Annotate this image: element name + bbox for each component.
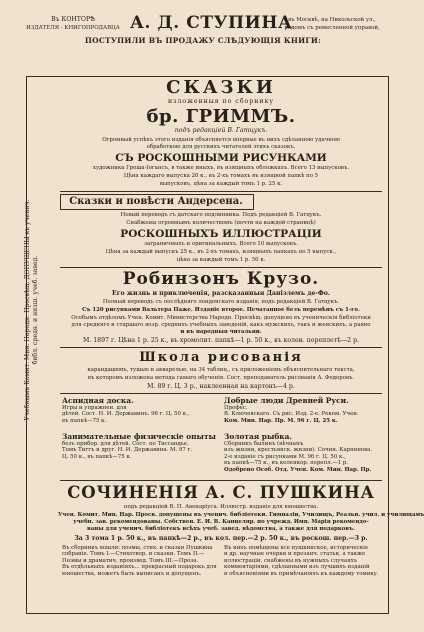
sec2-line3: заграничныхъ и оригинальныхъ. Всего 10 выпусковъ. bbox=[144, 241, 298, 247]
sec5-left-l2: дѣтей. Сост. Н. И. Державинъ. 96 г. Ц. 50 к., bbox=[62, 411, 190, 418]
content bbox=[58, 76, 424, 610]
sec3-price: М. 1897 г. Цѣна 1 р. 25 к., въ хромолит. папкѣ—1 р. 50 к., въ колен. переплетѣ—2 р. bbox=[82, 337, 360, 344]
sec7-sub: подъ редакціей В. П. Авенаріуса. Иллюстр. изданіе для юношества. bbox=[123, 504, 319, 510]
publisher-name: А. Д. СТУПИНА bbox=[130, 13, 293, 33]
sec7-left-l5: юношества, можетъ быть выписанъ и допущенъ. bbox=[62, 570, 202, 577]
sec5-left-l1: Игры и упражнен. для bbox=[62, 405, 127, 411]
sec3-line3: Особымъ отдѣломъ Учен. Комит. Министерства Народн. Просвѣщ. допущено въ ученическія библіотеки bbox=[71, 315, 371, 321]
sec7-left-l4: Въ отдѣльныхъ изданіяхъ... прекрасный подарокъ для bbox=[62, 564, 217, 571]
sec6-right-l1: Сборникъ былинъ (вѣчныхъ bbox=[224, 441, 304, 447]
sec7-right-l5: и объясненіями въ примѣчаніяхъ къ каждому томику. bbox=[224, 570, 379, 577]
header-right-bottom: рядомъ съ ремесленной управой, bbox=[284, 25, 380, 31]
advertisement-page bbox=[18, 13, 424, 618]
divider bbox=[60, 393, 382, 394]
sec1-desc1: Огромный успѣхъ этого изданія объясняется впервые въ нихъ сдѣланною удачною bbox=[102, 137, 340, 143]
sec6-left bbox=[62, 432, 218, 460]
sec1-pics: СЪ РОСКОШНЫМИ РИСУНКАМИ bbox=[115, 152, 327, 164]
sec6-right-title: Золотая рыбка. bbox=[224, 432, 293, 441]
sec6-left-l2: Томъ Тиггъ и друг. Н. И. Державина. М. 97 г. bbox=[62, 447, 193, 454]
sec7-right-l4: комментаріями, сдѣланными изъ лучшихъ изданій bbox=[224, 564, 370, 571]
sec1-price2: выпусковъ, цѣна за каждый томъ 1 р. 25 к. bbox=[159, 181, 283, 187]
sec7-left bbox=[62, 545, 218, 577]
sec6-left-l1: безъ прибор. для дѣтей. Сост. по Тиссандье, bbox=[62, 441, 189, 447]
sec1-sub: изложенныя по сборнику bbox=[168, 98, 274, 105]
divider bbox=[60, 347, 382, 348]
sec3-line5: и въ народныя читальни. bbox=[180, 329, 262, 335]
sec7-left-l2: собраніе. Томъ I.—Стихотвор. и сказки. Томъ II.— bbox=[62, 551, 205, 558]
sec7-line3: ваны для ученич. библіотекъ всѣхъ учеб. завед. вѣдомства, а также для подарковъ. bbox=[87, 526, 355, 532]
sec7-right-l3: иллюстраціи, снабжены въ нужныхъ случаяхъ bbox=[224, 557, 358, 564]
header-right-top: въ Москвѣ, на Никольской ул., bbox=[288, 17, 376, 23]
sec1-artist: художника Гроша-Іогансъ, в также иныхъ, въ изящныхъ обложкахъ. Всего 13 выпусковъ. bbox=[92, 165, 350, 171]
sec6-right-l4: въ папкѣ—75 к., въ коленкор. перепл.—1 р. bbox=[224, 460, 349, 467]
sec1-editor: подъ редакціей В. Гатцукъ. bbox=[174, 127, 268, 134]
divider bbox=[60, 267, 382, 268]
sec2-line2: Снабжены огромнымъ количествомъ (почти на каждой страницѣ) bbox=[126, 220, 316, 226]
sec3-line4: для средняго и старшаго возр. среднихъ учебныхъ заведеній, какъ мужскихъ, такъ и женскихъ, а равно bbox=[71, 322, 371, 328]
sec4-line1: карандашемъ, тушью и акварелью, на 34 таблиц., съ приложеніемъ объяснительнаго текста, bbox=[87, 367, 355, 373]
sec7-line1: Учен. Комит. Мин. Нар. Просв. допущены въ ученич. библіотеки. Гимназіи, Училищъ, Реальн. учил. и училищамъ bbox=[58, 512, 424, 518]
sec4-price: М. 89 г. Ц. 3 р., наклеенная на картонъ—4 р. bbox=[147, 383, 295, 390]
sec4-title: Школа рисованія bbox=[139, 350, 303, 365]
sec6-left-l3: Ц. 50 к., въ папкѣ—75 к. bbox=[62, 453, 132, 460]
sec5-left-title: Аспидная доска. bbox=[62, 396, 134, 405]
sec6-right-l5: Одобрено Особ. Отд. Учен. Ком. Мин. Нар. Пр. bbox=[224, 466, 372, 473]
sec4-line2: въ которомъ изложена метода самаго обученія. Сост. преподаватель рисованія А. Федоровъ. bbox=[87, 375, 355, 381]
sec7-left-l1: Въ сборникъ вошли: поэмы, стих. и сказки Пушкина bbox=[62, 545, 213, 551]
header bbox=[18, 14, 388, 74]
sec6-right-l2: изъ жизни, крестьянск. жизни). Сочин. Карпинова. bbox=[224, 447, 373, 454]
sec2-line1: Новый переводъ съ датскаго подлинника. Подъ редакціей В. Гатцукъ. bbox=[120, 212, 322, 218]
sec2-pics: РОСКОШНЫХЪ ИЛЛЮСТРАЦІИ bbox=[120, 228, 322, 240]
sec1-price1: Цѣна каждаго выпуска 20 к., въ 2-хъ томахъ въ изящной папкѣ по 5 bbox=[123, 173, 319, 179]
sec1-desc2: обработкою для русскихъ читателей этихъ сказокъ. bbox=[146, 144, 296, 150]
sec6-left-title: Занимательные физическіе опыты bbox=[62, 432, 216, 441]
sec7-title: СОЧИНЕНІЯ А. С. ПУШКИНА bbox=[67, 483, 375, 502]
sec5-right-l1: Профес. bbox=[224, 405, 248, 411]
sec1-title: СКАЗКИ bbox=[166, 77, 276, 98]
sec7-price: За 3 тома 1 р. 50 к., въ папкѣ—2 р., въ кол. пер.—2 р. 50 к., въ роскош. пер.—3 р. bbox=[74, 535, 368, 542]
sec3-title: Робинзонъ Крузо. bbox=[122, 269, 320, 289]
sec5-right-l3: Ком. Мин. Нар. Пр. М. 96 г. Ц. 25 к. bbox=[224, 417, 338, 424]
sec2-price1: Цѣна за каждый выпускъ 25 к., въ 2-хъ томахъ, изящныхъ папкахъ по 5 выпуск., bbox=[105, 249, 337, 255]
side-note-line1: Учебнымъ Комит. Мин. Народн. Просвѣщ. ДОПУЩЕНЫ въ ученич. bbox=[24, 199, 31, 421]
sec7-right bbox=[224, 545, 380, 577]
sec5-right bbox=[224, 396, 380, 424]
sec1-author: бр. ГРИММЪ. bbox=[146, 106, 296, 127]
side-note-line2: библ. средн. и низш. учеб. завед. bbox=[31, 255, 39, 365]
sec5-left bbox=[62, 396, 218, 424]
sec7-right-l1: Въ нихъ помѣщены все пушкинское, историческіе bbox=[224, 545, 369, 551]
sec7-right-l2: и др. научные очерки и прозаич. статьи, а также bbox=[224, 551, 366, 558]
sec7-line2: учебн. зав. рекомендованы. Собствен. Е. И. В. Канцеляр. по учрежд. Имп. Марія рекомендо- bbox=[73, 519, 369, 525]
sec5-right-l2: В. Ключевскаго. Съ рис. Изд. 2-е. Реком. Учен. bbox=[224, 411, 359, 418]
sec7-left-l3: Поэмы и драматич. произвед. Томъ III.—Проза. bbox=[62, 557, 199, 564]
sec5-right-title: Добрые люди Древней Руси. bbox=[224, 396, 349, 405]
sec3-line2: Съ 120 рисунками Вальтера Паже. Изданіе второе. Печатанное безъ перемѣнъ съ 1-го. bbox=[82, 307, 360, 313]
header-left-bottom: ИЗДАТЕЛЯ - КНИГОПРОДАВЦА bbox=[26, 25, 120, 31]
side-note bbox=[24, 90, 54, 530]
divider bbox=[60, 480, 382, 481]
sec6-right-l3: 2-е изданіе съ рисунками М. 96 г. Ц. 50 к., bbox=[224, 453, 346, 460]
sec3-sub: Его жизнь и приключенія, разсказанныя Даніэлемъ де-Фо. bbox=[111, 290, 331, 297]
sec2-price2: цѣна за каждый томъ 1 р. 50 к. bbox=[176, 257, 266, 263]
sec2-title: Сказки и повѣсти Андерсена. bbox=[69, 196, 243, 207]
sec3-line1: Полный переводъ съ послѣдняго лондонскаго изданія, подъ редакціей В. Гатцукъ. bbox=[102, 299, 340, 305]
sec5-left-l3: въ папкѣ—75 к. bbox=[62, 417, 107, 424]
header-left-top: Въ КОНТОРѢ bbox=[51, 16, 95, 23]
divider bbox=[60, 191, 382, 192]
received-notice: ПОСТУПИЛИ ВЪ ПРОДАЖУ СЛѢДУЮЩІЯ КНИГИ: bbox=[84, 36, 322, 45]
sec6-right bbox=[224, 432, 380, 473]
